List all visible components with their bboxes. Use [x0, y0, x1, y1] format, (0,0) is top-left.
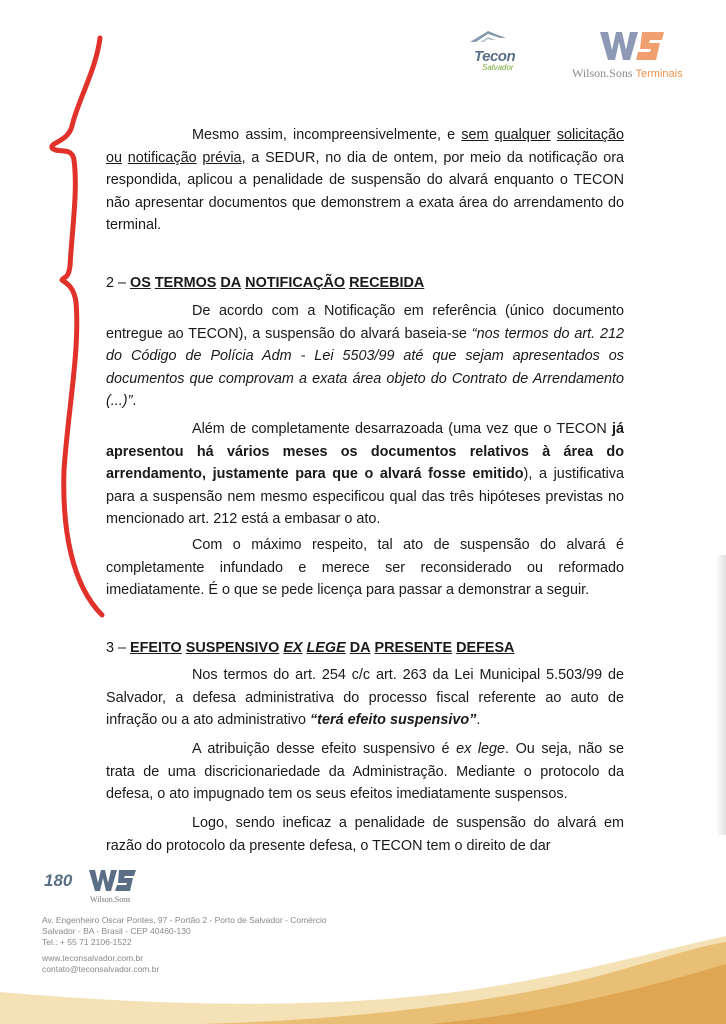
wilson-sons-180-logo: 180 Wilson.Sons	[42, 865, 142, 905]
tecon-logo-word: Tecon	[474, 48, 516, 65]
wilson-sons-footer-mark-icon	[88, 867, 138, 893]
footer-email: contato@teconsalvador.com.br	[42, 964, 160, 974]
section-3-paragraph-2: A atribuição desse efeito suspensivo é ex lege. Ou seja, não se trata de uma discricionariedade da Administração. Mediante o protocolo da defesa, o ato impugnado tem os seus efeitos imediatamente suspensos.	[106, 741, 625, 803]
wilson-sons-terminais-logo	[570, 28, 696, 82]
page-edge-shadow	[716, 555, 726, 835]
footer-address-line-1: Av. Engenheiro Oscar Pontes, 97 - Portão 2 - Porto de Salvador - Comércio	[42, 915, 327, 925]
wilson-sons-mark-icon	[598, 28, 668, 64]
paragraph-1: Mesmo assim, incompreensivelmente, e sem qualquer solicitação ou notificação prévia, a SEDUR, no dia de ontem, por meio da notificação ora respondida, aplicou a penalidade de suspensão do alvará enquanto o TECON não apresentar documentos que demonstrem a exata área do arrendamento do terminal.	[106, 127, 625, 234]
footer-address-line-2: Salvador - BA - Brasil - CEP 40460-130	[42, 926, 191, 936]
wilson-sons-terminais-text: Wilson.Sons Terminais	[572, 66, 683, 80]
red-annotation-bracket	[38, 30, 108, 620]
section-3-heading: 3 – EFEITO SUSPENSIVO EX LEGE DA PRESENTE DEFESA	[106, 640, 515, 656]
section-2-heading: 2 – OS TERMOS DA NOTIFICAÇÃO RECEBIDA	[106, 275, 425, 291]
footer-phone: Tel.: + 55 71 2106-1522	[42, 937, 132, 947]
section-2-paragraph-3: Com o máximo respeito, tal ato de suspensão do alvará é completamente infundado e merece ser reconsiderado ou reformado imediatamente. É o que se pede licença para passar a demonstrar a seguir.	[106, 537, 624, 599]
section-3-paragraph-3: Logo, sendo ineficaz a penalidade de suspensão do alvará em razão do protocolo da presente defesa, o TECON tem o direito de dar	[106, 815, 624, 854]
section-2-paragraph-1: De acordo com a Notificação em referência (único documento entregue ao TECON), a suspensão do alvará baseia-se “nos termos do art. 212 do Código de Polícia Adm - Lei 5503/99 até que sejam apresentados os documentos que comprovam a exata área objeto do Contrato de Arrendamento (...)”.	[106, 303, 624, 410]
tecon-salvador-logo	[466, 28, 522, 72]
section-2-paragraph-2: Além de completamente desarrazoada (uma vez que o TECON já apresentou há vários meses os documentos relativos à área do arrendamento, justamente para que o alvará fosse emitido), a justificativa para a suspensão nem mesmo especificou qual das três hipóteses previstas no mencionado art. 212 está a embasar o ato.	[106, 421, 624, 528]
footer-swoosh-decoration	[0, 930, 726, 1024]
footer-website: www.teconsalvador.com.br	[42, 953, 144, 963]
tecon-logo-sub: Salvador	[482, 63, 514, 72]
section-3-paragraph-1: Nos termos do art. 254 c/c art. 263 da Lei Municipal 5.503/99 de Salvador, a defesa administrativa do processo fiscal referente ao auto de infração ou a ato administrativo “terá efeito suspensivo”.	[106, 667, 624, 729]
